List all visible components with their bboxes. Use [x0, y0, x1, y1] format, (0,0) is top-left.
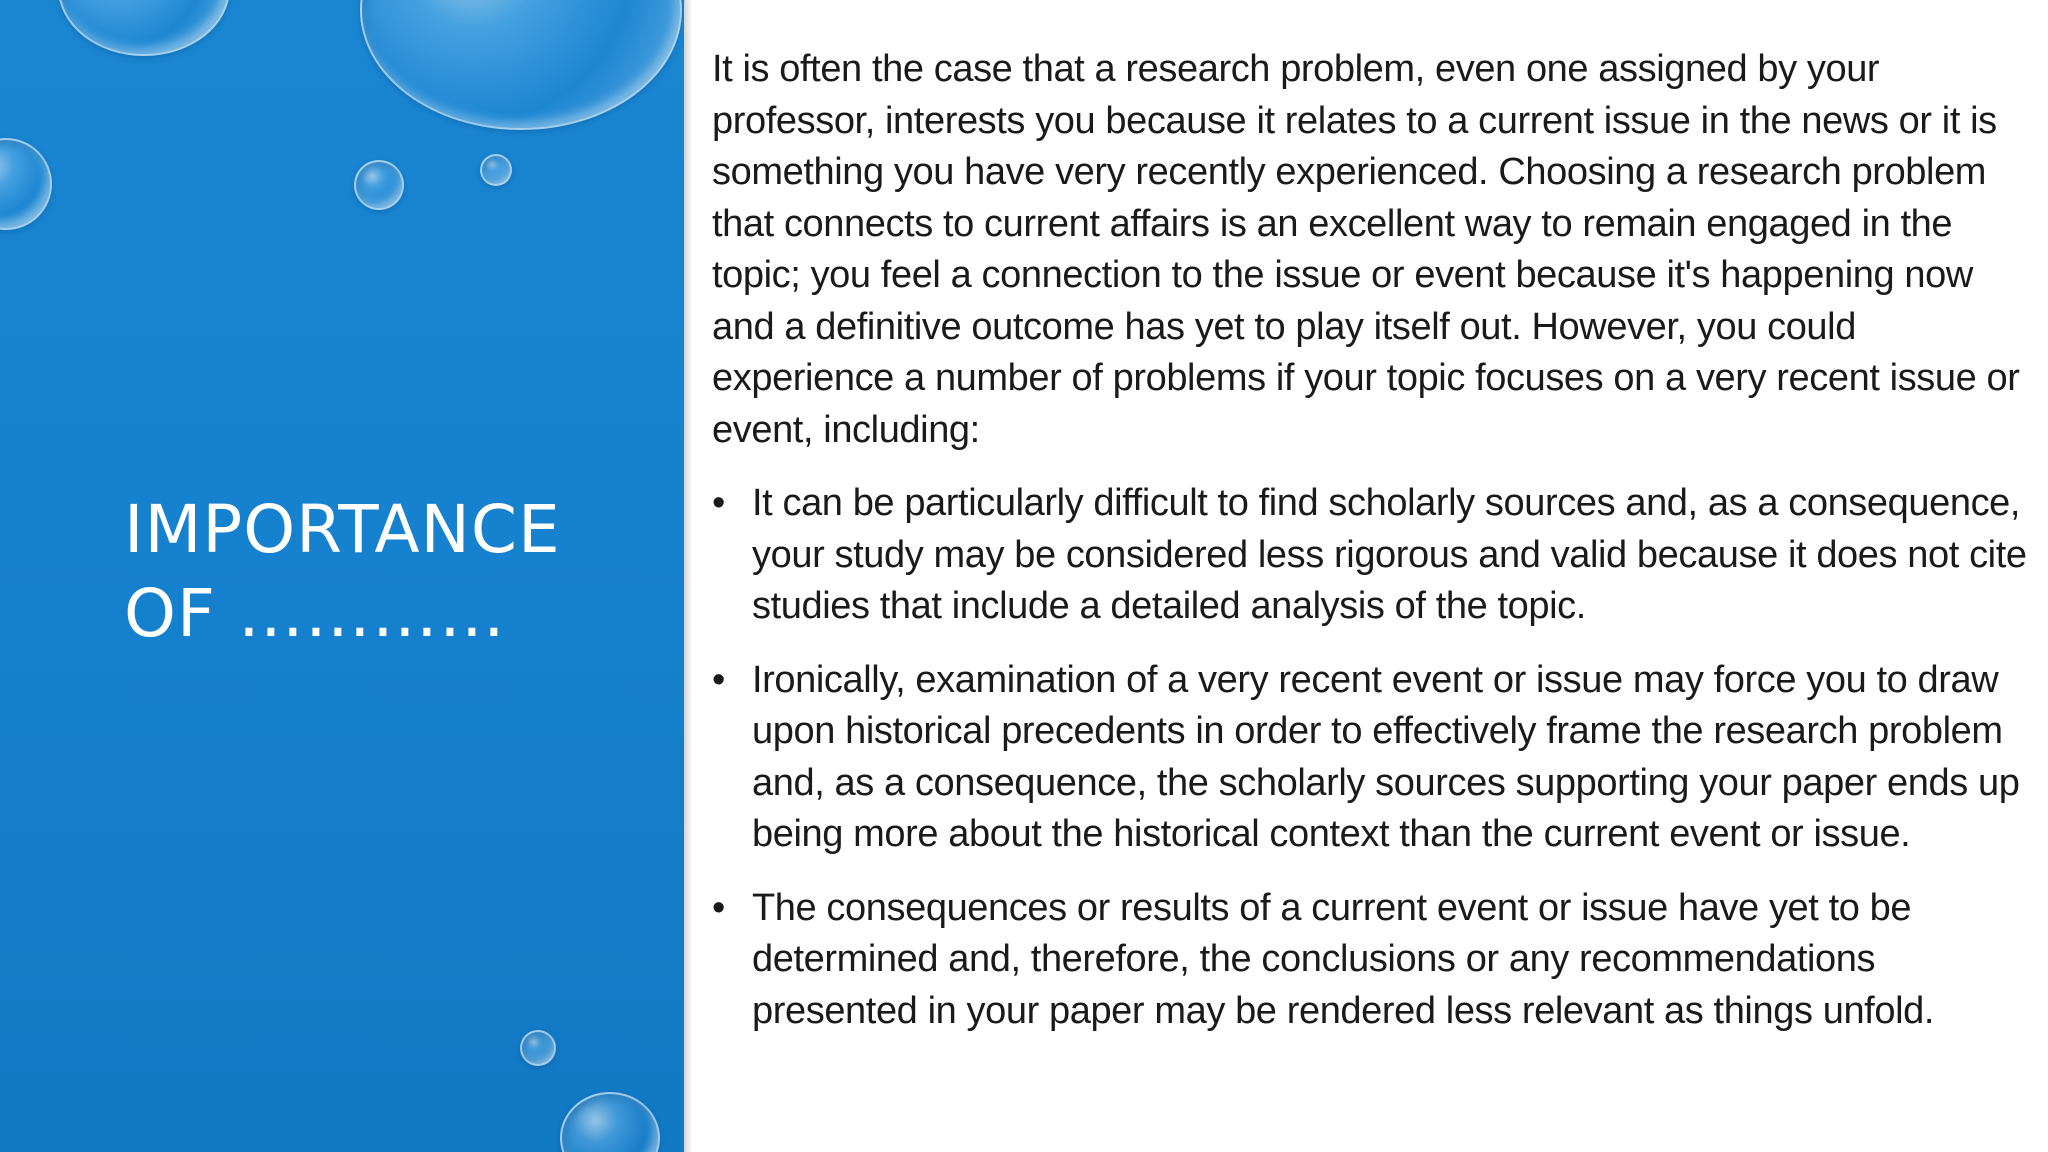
body-content — [712, 44, 2032, 1059]
title-panel — [0, 0, 684, 1152]
bullet-text: It can be particularly difficult to find scholarly sources and, as a consequence, your study may be considered less rigorous and valid because it does not cite studies that include a detailed analysis of the topic. — [752, 482, 2027, 627]
bullet-icon: • — [712, 482, 725, 524]
bullet-icon: • — [712, 658, 725, 701]
list-item — [712, 478, 2032, 633]
water-drop-decoration — [354, 160, 404, 210]
water-drop-decoration — [480, 154, 512, 186]
list-item — [712, 655, 2032, 861]
list-item — [712, 883, 2032, 1038]
water-drop-decoration — [520, 1030, 556, 1066]
water-drop-decoration — [58, 0, 230, 56]
bullet-list — [712, 478, 2032, 1037]
slide-title-line-2: OF ………… — [124, 575, 506, 652]
water-drop-decoration — [0, 138, 52, 230]
panel-divider — [684, 0, 692, 1152]
water-drop-decoration — [360, 0, 682, 130]
bullet-text: Ironically, examination of a very recent event or issue may force you to draw upon historical precedents in order to effectively frame the research problem and, as a consequence, the scholarly sources supporting your paper ends up being more about the historical context than the current event or issue. — [752, 658, 2020, 855]
bullet-text: The consequences or results of a current event or issue have yet to be determined and, therefore, the conclusions or any recommendations presented in your paper may be rendered less relevant as things unfold. — [752, 886, 1934, 1032]
bullet-icon: • — [712, 886, 725, 929]
water-drop-decoration — [560, 1092, 660, 1152]
slide-title — [124, 488, 644, 656]
intro-paragraph: It is often the case that a research problem, even one assigned by your professor, interests you because it relates to a current issue in the news or it is something you have very recently experienced. Choosing a research problem that connects to current affairs is an excellent way to remain engaged in the topic; you feel a connection to the issue or event because it's happening now and a definitive outcome has yet to play itself out. However, you could experience a number of problems if your topic focuses on a very recent issue or event, including: — [712, 48, 2020, 451]
slide-title-line-1: IMPORTANCE — [124, 491, 561, 568]
